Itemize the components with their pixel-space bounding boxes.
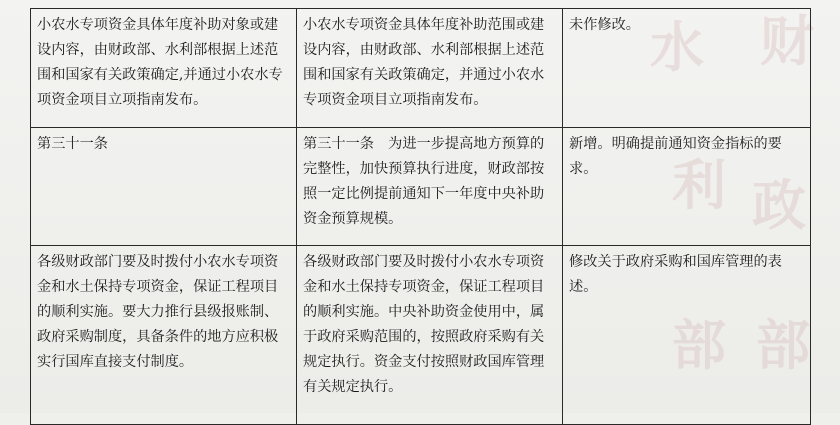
note-text: 修改关于政府采购和国库管理的表述。 <box>569 254 782 295</box>
note-text: 新增。明确提前通知资金指标的要求。 <box>569 136 782 177</box>
note-cell <box>563 246 811 425</box>
revised-text: 各级财政部门要及时拨付小农水专项资金和水土保持专项资金，保证工程项目的顺利实施。中央补助资金使用中，属于政府采购范围的，按照政府采购有关规定执行。资金支付按照财政国库管理有关规定执行。 <box>303 254 545 395</box>
comparison-table <box>30 8 811 425</box>
watermark-char: 利 <box>672 153 726 217</box>
note-cell <box>563 9 811 128</box>
table-row <box>31 246 811 425</box>
original-text-cell <box>31 246 297 425</box>
table-row <box>31 128 811 246</box>
original-text: 第三十一条 <box>37 136 108 152</box>
original-text-cell <box>31 9 297 128</box>
watermark-char: 水 <box>650 15 704 79</box>
watermark-char: 财 <box>760 9 814 73</box>
revised-text-cell <box>297 9 563 128</box>
watermark-char: 政 <box>752 173 806 237</box>
revised-text-cell <box>297 246 563 425</box>
original-text: 各级财政部门要及时拨付小农水专项资金和水土保持专项资金，保证工程项目的顺利实施。要大力推行县级报账制、政府采购制度，具备条件的地方应积极实行国库直接支付制度。 <box>37 254 279 370</box>
revised-text: 小农水专项资金具体年度补助范围或建设内容，由财政部、水利部根据上述范围和国家有关政策确定，并通过小农水专项资金项目立项指南发布。 <box>303 17 545 108</box>
watermark-char: 部 <box>672 313 726 377</box>
table-row <box>31 9 811 128</box>
note-text: 未作修改。 <box>569 17 640 33</box>
original-text: 小农水专项资金具体年度补助对象或建设内容，由财政部、水利部根据上述范围和国家有关政策确定,并通过小农水专项资金项目立项指南发布。 <box>37 17 283 108</box>
watermark-char: 部 <box>756 313 810 377</box>
note-cell <box>563 128 811 246</box>
revised-text-cell <box>297 128 563 246</box>
revised-text: 第三十一条 为进一步提高地方预算的完整性，加快预算执行进度，财政部按照一定比例提前通知下一年度中央补助资金预算规模。 <box>303 136 545 227</box>
original-text-cell <box>31 128 297 246</box>
